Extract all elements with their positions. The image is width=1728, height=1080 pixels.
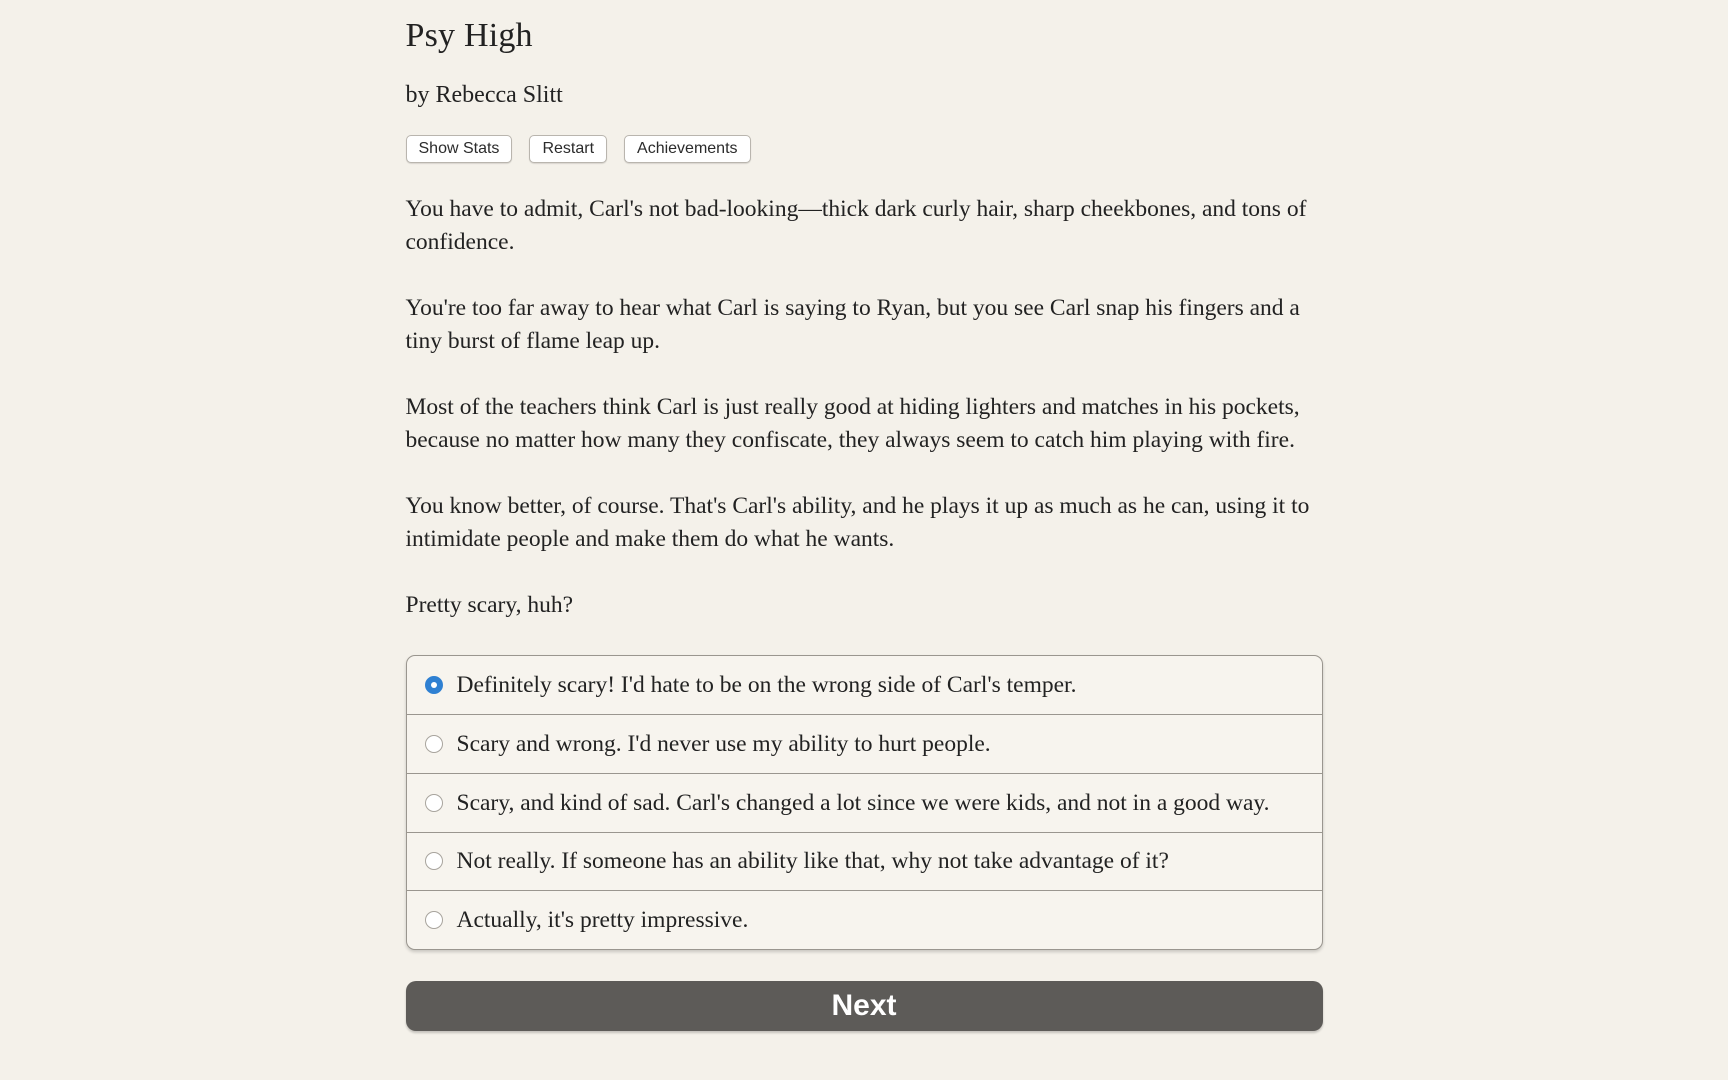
radio-selected-icon[interactable] [425,676,443,694]
radio-icon[interactable] [425,852,443,870]
radio-icon[interactable] [425,911,443,929]
choice-option-2[interactable] [407,714,1322,773]
story-paragraph: You know better, of course. That's Carl's ability, and he plays it up as much as he can, using it to intimidate people and make them do what he wants. [405,492,1310,552]
radio-icon[interactable] [425,794,443,812]
story-paragraph: You're too far away to hear what Carl is saying to Ryan, but you see Carl snap his fingers and a tiny burst of flame leap up. [405,294,1300,354]
toolbar [406,135,1323,163]
achievements-button[interactable]: Achievements [624,135,751,163]
choice-option-5[interactable] [407,890,1322,949]
author-byline: by Rebecca Slitt [405,81,563,108]
next-button[interactable]: Next [406,981,1323,1031]
story-paragraph: Most of the teachers think Carl is just really good at hiding lighters and matches in his pockets, because no matter how many they confiscate, they always seem to catch him playing with fire. [405,393,1300,453]
game-page [406,0,1323,1031]
restart-button[interactable]: Restart [529,135,607,163]
choice-label: Scary and wrong. I'd never use my ability to hurt people. [456,731,991,758]
choice-option-1[interactable] [407,656,1322,715]
page-title: Psy High [405,17,533,54]
choice-label: Scary, and kind of sad. Carl's changed a lot since we were kids, and not in a good way. [456,789,1270,816]
choice-label: Actually, it's pretty impressive. [456,906,749,933]
story-text [406,193,1323,622]
choice-option-4[interactable] [407,832,1322,891]
radio-icon[interactable] [425,735,443,753]
choice-list [406,655,1323,950]
choice-label: Definitely scary! I'd hate to be on the wrong side of Carl's temper. [456,672,1077,698]
story-paragraph: Pretty scary, huh? [405,591,573,618]
choice-label: Not really. If someone has an ability like that, why not take advantage of it? [456,848,1169,875]
choice-option-3[interactable] [407,773,1322,832]
story-paragraph: You have to admit, Carl's not bad-looking—thick dark curly hair, sharp cheekbones, and tons of confidence. [405,195,1307,255]
show-stats-button[interactable]: Show Stats [406,135,513,163]
